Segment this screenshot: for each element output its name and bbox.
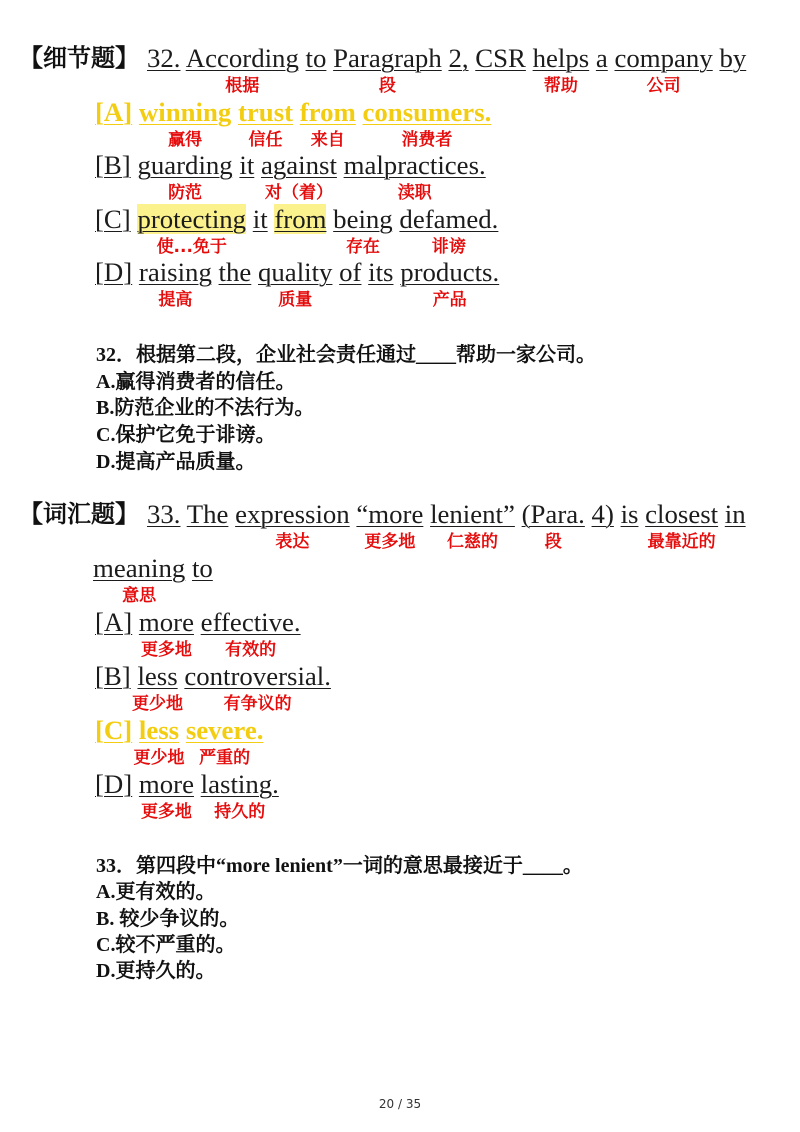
gloss-annotation: 仁慈的 (446, 532, 498, 552)
word: is (620, 499, 639, 529)
question-type-label: 【细节题】 (19, 44, 139, 72)
word: raising (138, 257, 212, 287)
english-line (95, 204, 498, 234)
q32-option-c (0, 204, 800, 258)
word: [A] (95, 607, 133, 637)
word: more (138, 769, 194, 799)
gloss-annotation: 诽谤 (431, 237, 466, 257)
gloss-annotation: 有争议的 (223, 694, 292, 714)
word: guarding (137, 150, 233, 180)
gloss-annotation: 渎职 (397, 183, 432, 203)
word: 4) (591, 499, 614, 529)
word: being (333, 204, 393, 234)
word: The (186, 499, 229, 529)
word: it (239, 150, 255, 180)
highlighted-word: from (274, 204, 327, 234)
english-line (95, 769, 279, 799)
gloss-annotation: 有效的 (225, 640, 277, 660)
highlighted-word: protecting (137, 204, 247, 234)
translation-option-a: A.赢得消费者的信任。 (96, 370, 296, 393)
word: malpractices. (343, 150, 486, 180)
gloss-annotation: 更少地 (133, 748, 185, 768)
gloss-annotation: 更多地 (140, 802, 192, 822)
word: more (138, 607, 194, 637)
gloss-line (0, 287, 800, 313)
word: 2, (448, 43, 469, 73)
gloss-annotation: 公司 (646, 76, 681, 96)
word: meaning (93, 553, 186, 583)
word: lenient” (430, 499, 515, 529)
gloss-annotation: 更少地 (132, 694, 184, 714)
english-line (147, 43, 746, 73)
word: products. (400, 257, 500, 287)
word: 32. (147, 43, 181, 73)
translation-option-c: C.较不严重的。 (96, 933, 236, 956)
word: “more (356, 499, 424, 529)
page-number: 20 / 35 (378, 1097, 422, 1111)
gloss-annotation: 来自 (310, 130, 345, 150)
q33-option-a (0, 607, 800, 661)
q32-option-b (0, 150, 800, 204)
gloss-annotation: 意思 (122, 586, 157, 606)
translation-option-d: D.提高产品质量。 (96, 450, 256, 473)
gloss-annotation: 质量 (278, 290, 313, 310)
translation-option-a: A.更有效的。 (96, 881, 216, 904)
gloss-annotation: 更多地 (364, 532, 416, 552)
q33-option-d (0, 769, 800, 823)
word: [D] (95, 769, 133, 799)
gloss-annotation: 防范 (168, 183, 203, 203)
gloss-annotation: 产品 (432, 290, 467, 310)
translation-stem: 33．第四段中“more lenient”一词的意思最接近于____。 (96, 855, 583, 877)
gloss-annotation: 存在 (345, 237, 380, 257)
translation-option-d: D.更持久的。 (96, 960, 216, 983)
english-line (95, 150, 486, 180)
word: to (191, 553, 213, 583)
gloss-line (0, 637, 800, 663)
word: quality (258, 257, 333, 287)
word: against (261, 150, 337, 180)
gloss-annotation: 表达 (275, 532, 310, 552)
word: a (595, 43, 608, 73)
gloss-annotation: 使...免于 (156, 237, 227, 257)
english-line (147, 499, 746, 529)
q33-option-b (0, 661, 800, 715)
gloss-annotation: 段 (378, 76, 396, 96)
gloss-annotation: 对（着） (264, 183, 333, 203)
gloss-annotation: 最靠近的 (647, 532, 716, 552)
word: According (185, 43, 299, 73)
gloss-line (0, 745, 800, 771)
word: less (137, 661, 178, 691)
word: its (368, 257, 394, 287)
word: [C] (95, 715, 133, 745)
q33-translation (96, 853, 583, 984)
word: the (218, 257, 252, 287)
gloss-annotation: 严重的 (199, 748, 251, 768)
english-line (95, 715, 263, 745)
word: effective. (200, 607, 301, 637)
gloss-annotation: 帮助 (543, 76, 578, 96)
gloss-annotation: 提高 (158, 290, 193, 310)
word: 33. (147, 499, 181, 529)
word: [A] (95, 97, 133, 127)
gloss-annotation: 信任 (248, 130, 283, 150)
word: expression (235, 499, 350, 529)
word: [B] (95, 661, 131, 691)
word: less (138, 715, 180, 745)
english-line (93, 553, 213, 583)
gloss-annotation: 段 (544, 532, 562, 552)
word: defamed. (399, 204, 499, 234)
word: of (339, 257, 362, 287)
word: to (305, 43, 327, 73)
q33-stem-line-1 (0, 499, 800, 553)
gloss-line (0, 691, 800, 717)
word: [D] (95, 257, 133, 287)
word: it (252, 204, 268, 234)
gloss-line (0, 73, 800, 99)
word: lasting. (200, 769, 279, 799)
english-line (95, 97, 491, 127)
translation-option-b: B.防范企业的不法行为。 (96, 397, 315, 420)
word: controversial. (184, 661, 331, 691)
word: severe. (185, 715, 264, 745)
word: closest (645, 499, 719, 529)
word: winning (138, 97, 232, 127)
word: from (299, 97, 356, 127)
q33-stem-line-2 (0, 553, 800, 607)
word: [B] (95, 150, 131, 180)
q33-option-c (0, 715, 800, 769)
english-line (95, 607, 301, 637)
word: Paragraph (333, 43, 442, 73)
gloss-line (0, 529, 800, 555)
word: in (724, 499, 746, 529)
gloss-line (0, 583, 800, 609)
word: consumers. (362, 97, 492, 127)
gloss-annotation: 持久的 (214, 802, 266, 822)
word: by (719, 43, 747, 73)
gloss-annotation: 消费者 (401, 130, 453, 150)
q32-option-d (0, 257, 800, 311)
gloss-annotation: 更多地 (140, 640, 192, 660)
word: [C] (95, 204, 131, 234)
gloss-annotation: 根据 (225, 76, 260, 96)
english-line (95, 257, 499, 287)
word: trust (237, 97, 294, 127)
translation-option-b: B. 较少争议的。 (96, 907, 240, 930)
gloss-annotation: 赢得 (168, 130, 203, 150)
word: (Para. (521, 499, 585, 529)
translation-stem: 32．根据第二段，企业社会责任通过____帮助一家公司。 (96, 344, 596, 366)
gloss-line (0, 799, 800, 825)
question-type-label: 【词汇题】 (19, 500, 139, 528)
q32-translation (96, 342, 596, 476)
q32-stem-line (0, 43, 800, 97)
word: CSR (475, 43, 526, 73)
word: company (614, 43, 713, 73)
gloss-line (0, 180, 800, 206)
word: helps (532, 43, 590, 73)
q32-option-a (0, 97, 800, 151)
english-line (95, 661, 331, 691)
translation-option-c: C.保护它免于诽谤。 (96, 424, 276, 447)
